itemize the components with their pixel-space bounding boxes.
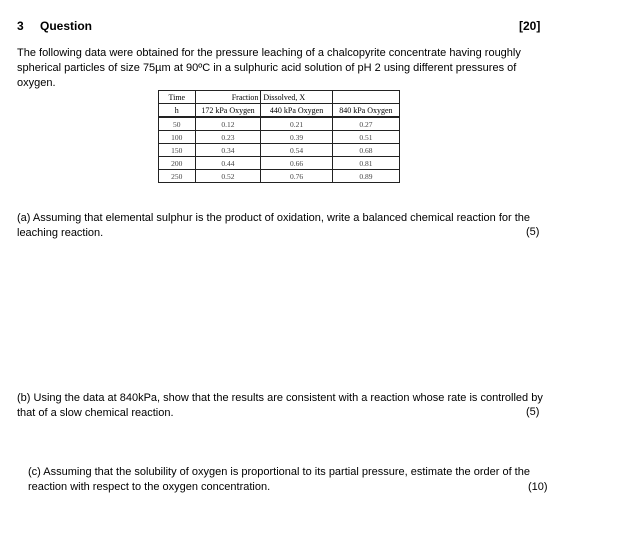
cell-840: 0.89: [332, 170, 399, 183]
header-fraction: Fraction: [195, 91, 261, 104]
cell-172: 0.12: [195, 117, 261, 131]
table-header-row-1: [159, 91, 400, 104]
table-row: [159, 157, 400, 170]
cell-440: 0.39: [261, 131, 332, 144]
header-time: Time: [159, 91, 196, 104]
table-row: [159, 117, 400, 131]
table-row: [159, 170, 400, 183]
cell-time: 250: [159, 170, 196, 183]
header-dissolved: Dissolved, X: [261, 91, 332, 104]
table-row: [159, 144, 400, 157]
cell-840: 0.68: [332, 144, 399, 157]
part-c-marks: (10): [528, 481, 548, 493]
cell-time: 150: [159, 144, 196, 157]
cell-172: 0.23: [195, 131, 261, 144]
part-a-marks: (5): [526, 226, 540, 238]
intro-line-1: The following data were obtained for the pressure leaching of a chalcopyrite concentrate having roughly: [17, 47, 521, 59]
question-title: Question: [40, 19, 93, 33]
intro-line-2: spherical particles of size 75µm at 90ºC in a sulphuric acid solution of pH 2 using different pressures of: [17, 62, 517, 74]
cell-172: 0.44: [195, 157, 261, 170]
cell-time: 50: [159, 117, 196, 131]
part-b-marks: (5): [526, 406, 540, 418]
part-a-line-2: leaching reaction.: [17, 227, 104, 239]
table-row: [159, 131, 400, 144]
header-blank: [332, 91, 399, 104]
header-440kpa: 440 kPa Oxygen: [261, 104, 332, 118]
part-a: [17, 211, 607, 241]
cell-840: 0.81: [332, 157, 399, 170]
total-marks: [20]: [519, 19, 541, 33]
cell-172: 0.34: [195, 144, 261, 157]
cell-time: 100: [159, 131, 196, 144]
header-840kpa: 840 kPa Oxygen: [332, 104, 399, 118]
cell-440: 0.76: [261, 170, 332, 183]
cell-840: 0.27: [332, 117, 399, 131]
cell-440: 0.21: [261, 117, 332, 131]
header-unit-time: h: [159, 104, 196, 118]
question-number: 3: [17, 19, 24, 33]
part-c-line-1: (c) Assuming that the solubility of oxygen is proportional to its partial pressure, estimate the order of the: [28, 466, 530, 478]
cell-840: 0.51: [332, 131, 399, 144]
intro-paragraph: [17, 46, 617, 91]
cell-440: 0.54: [261, 144, 332, 157]
intro-line-3: oxygen.: [17, 77, 56, 89]
table-header-row-2: [159, 104, 400, 118]
part-a-line-1: (a) Assuming that elemental sulphur is the product of oxidation, write a balanced chemical reaction for the: [17, 212, 530, 224]
leaching-data-table: [158, 90, 400, 183]
cell-time: 200: [159, 157, 196, 170]
part-b-line-1: (b) Using the data at 840kPa, show that the results are consistent with a reaction whose rate is controlled by: [17, 392, 543, 404]
cell-440: 0.66: [261, 157, 332, 170]
cell-172: 0.52: [195, 170, 261, 183]
part-b-line-2: that of a slow chemical reaction.: [17, 407, 174, 419]
header-172kpa: 172 kPa Oxygen: [195, 104, 261, 118]
part-c-line-2: reaction with respect to the oxygen concentration.: [28, 481, 271, 493]
